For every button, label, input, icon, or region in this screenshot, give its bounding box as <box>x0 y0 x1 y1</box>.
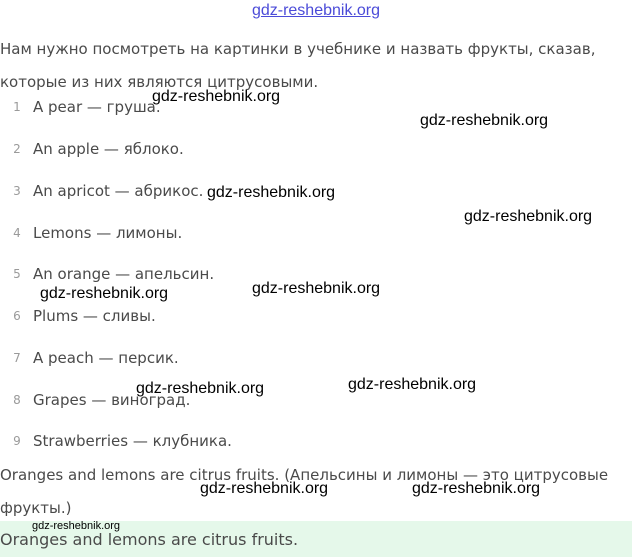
watermark: gdz-reshebnik.org <box>207 184 336 201</box>
watermark: gdz-reshebnik.org <box>136 380 265 397</box>
item-number: 7 <box>13 351 21 365</box>
item-text: An orange — апельсин. <box>33 265 215 283</box>
item-number: 4 <box>13 226 21 240</box>
watermark: gdz-reshebnik.org <box>40 285 169 302</box>
answer-text: Oranges and lemons are citrus fruits. <box>0 530 299 549</box>
item-text: A peach — персик. <box>33 349 179 367</box>
item-text: An apricot — абрикос. <box>33 182 204 200</box>
item-text: Grapes — виноград. <box>33 391 191 409</box>
intro-paragraph: Нам нужно посмотреть на картинки в учебнике и назвать фрукты, сказав, которые из них являются цитрусовыми. <box>0 40 596 91</box>
item-number: 9 <box>13 434 21 448</box>
watermark: gdz-reshebnik.org <box>152 88 281 105</box>
item-number: 8 <box>13 393 21 407</box>
item-number: 6 <box>13 309 21 323</box>
item-text: A pear — груша. <box>33 98 161 116</box>
item-text: Plums — сливы. <box>33 307 156 325</box>
item-number: 1 <box>13 100 21 114</box>
item-number: 3 <box>13 184 21 198</box>
site-header <box>0 0 632 24</box>
watermark: gdz-reshebnik.org <box>200 480 329 497</box>
conclusion-paragraph: Oranges and lemons are citrus fruits. (Апельсины и лимоны — это цитрусовые фрукты.) <box>0 466 609 517</box>
item-text: Strawberries — клубника. <box>33 432 232 450</box>
watermark: gdz-reshebnik.org <box>348 376 477 393</box>
watermark: gdz-reshebnik.org <box>252 280 381 297</box>
item-text: Lemons — лимоны. <box>33 224 183 242</box>
watermark: gdz-reshebnik.org <box>412 480 541 497</box>
item-number: 5 <box>13 267 21 281</box>
site-link[interactable]: gdz-reshebnik.org <box>251 2 381 19</box>
watermark: gdz-reshebnik.org <box>32 520 121 532</box>
item-text: An apple — яблоко. <box>33 140 184 158</box>
watermark: gdz-reshebnik.org <box>420 112 549 129</box>
watermark: gdz-reshebnik.org <box>464 208 593 225</box>
item-number: 2 <box>13 142 21 156</box>
